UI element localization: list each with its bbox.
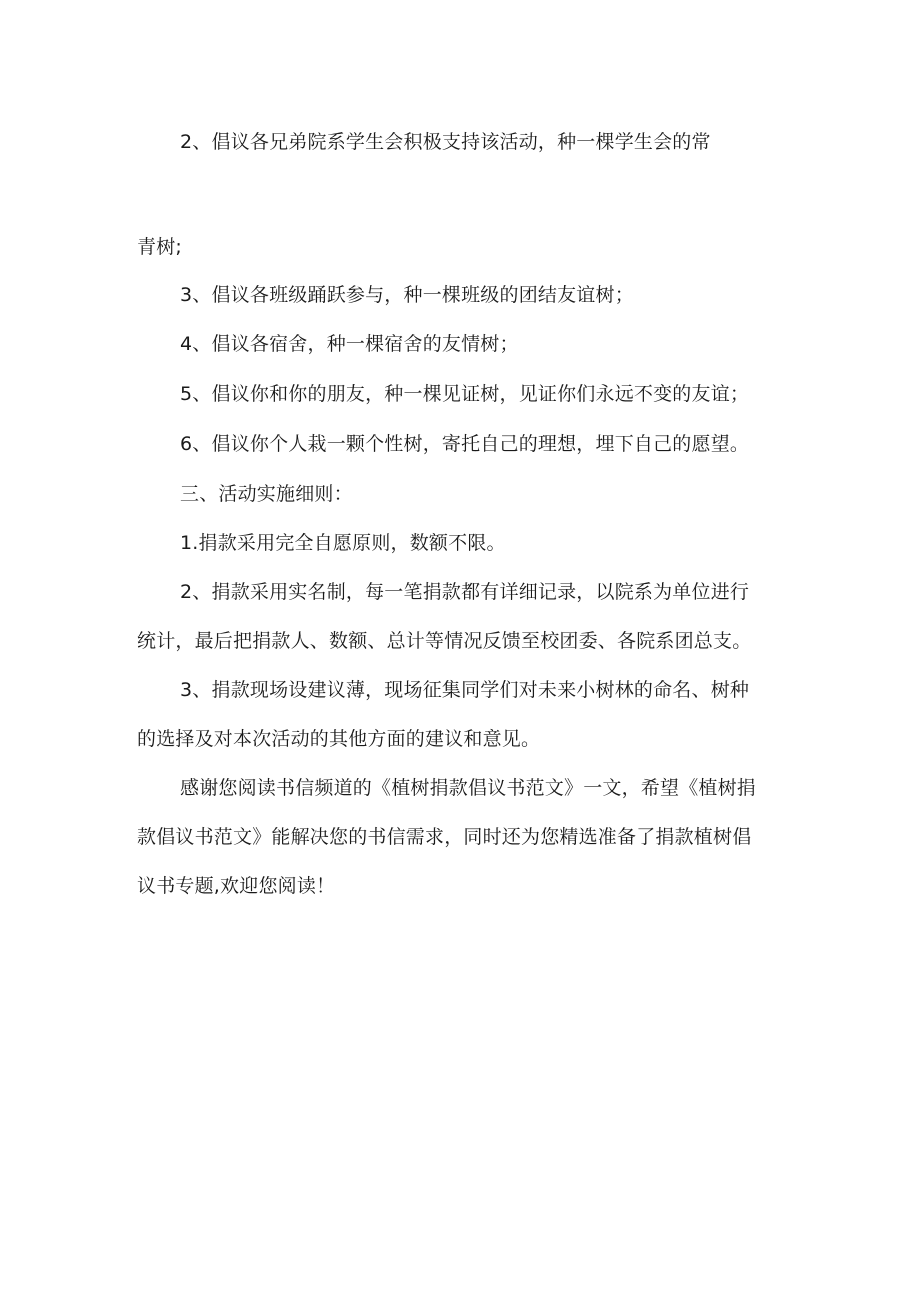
- text-line-rule-3: 3、捐款现场设建议薄，现场征集同学们对未来小树林的命名、树种: [180, 679, 750, 701]
- text-line-rule-2: 2、捐款采用实名制，每一笔捐款都有详细记录，以院系为单位进行: [180, 581, 750, 603]
- text-line-closing-2: 款倡议书范文》能解决您的书信需求，同时还为您精选准备了捐款植树倡: [137, 826, 752, 848]
- text-line-closing-1: 感谢您阅读书信频道的《植树捐款倡议书范文》一文，希望《植树捐: [180, 777, 757, 799]
- text-line-proposal-6: 6、倡议你个人栽一颗个性树，寄托自己的理想，埋下自己的愿望。: [180, 433, 750, 455]
- text-line-rule-2-cont: 统计，最后把捐款人、数额、总计等情况反馈至校团委、各院系团总支。: [137, 630, 752, 652]
- text-line-proposal-2-cont: 青树;: [137, 236, 183, 258]
- text-line-rule-1: 1.捐款采用完全自愿原则，数额不限。: [180, 532, 506, 554]
- text-line-proposal-3: 3、倡议各班级踊跃参与，种一棵班级的团结友谊树；: [180, 284, 634, 306]
- text-line-proposal-4: 4、倡议各宿舍，种一棵宿舍的友情树；: [180, 333, 519, 355]
- text-line-proposal-2: 2、倡议各兄弟院系学生会积极支持该活动，种一棵学生会的常: [180, 131, 711, 153]
- section-heading-rules: 三、活动实施细则：: [180, 483, 353, 505]
- text-line-rule-3-cont: 的选择及对本次活动的其他方面的建议和意见。: [137, 728, 541, 750]
- text-line-proposal-5: 5、倡议你和你的朋友，种一棵见证树，见证你们永远不变的友谊；: [180, 383, 750, 405]
- text-line-closing-3: 议书专题,欢迎您阅读！: [137, 875, 336, 897]
